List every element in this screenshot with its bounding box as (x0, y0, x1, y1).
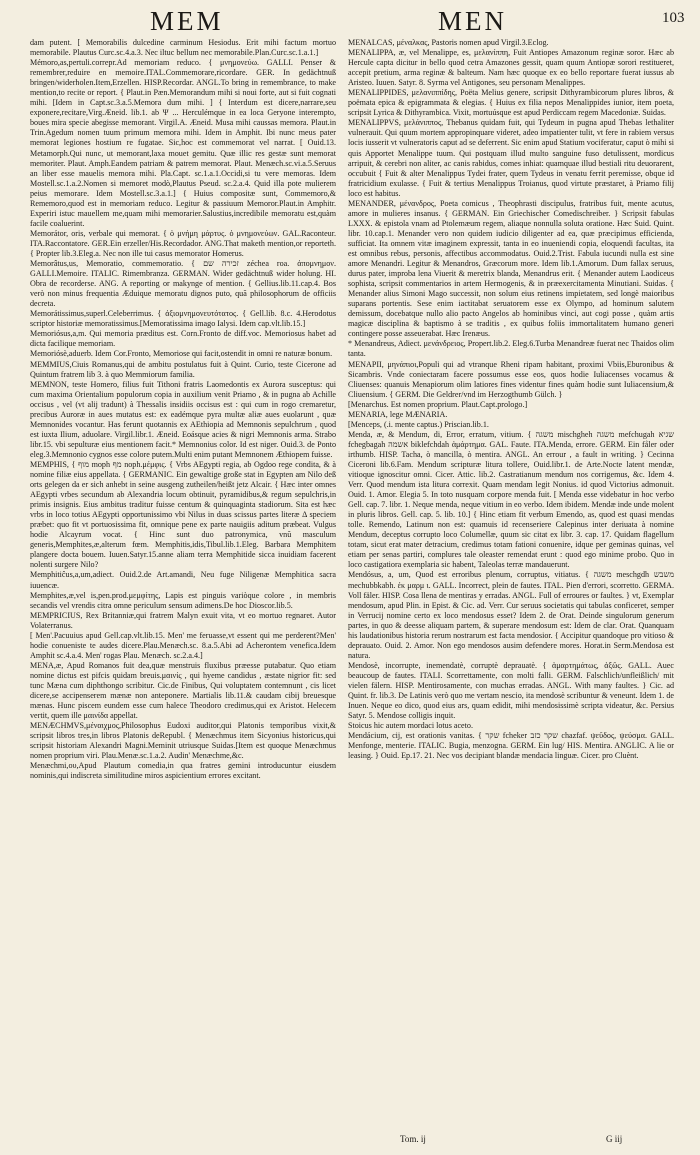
entry: Menda, æ, & Mendum, di, Error, erratum, vitium. { משגה mischgheh משגה mefchugah שגיא fchegbagah אשמה biklefchdah ἁμάρτημα. GAL. Faute. ITA.Menda, errore. GERM. Ein fåler oder irthumb. HISP. Tacha, ò mancilla, ò mentira. ANGL. An errour , a fault in writing. } Cecinna Ciceroni lib.6.Fam. Mendum scripturæ litura tollere, Ouid.libr.1. de Arte.Nocte latent mendæ, vitioque ignoscitur omni. Cicer. Attic. lib.2. Castratianum mendum nos corrigemus, &c. Idem 4. Verr. Quod mendum ista litura correxit. Quam mendam legit Nonius. id quod Victorius admonuit. Ouid. 1. Amor. Elegia 5. In toto nusquam corpore menda fuit. [ Menda esse videbatur in hoc verbo Gell. cap. 7. libr. 1. Neque menda, neque vitium in eo verbo. Idem ibidem. Mendæ inde unde molent in pluris libros. Gell. cap. 5. lib. 10.] { Hinc etiam fit verbum Emendo, as, quod est quasi mendas tolle. Remendo, Latinum non est: quamuis id recenseriere Calepinus inter deriuata à nomine Mendum, deceptus corrupto loco Columellæ, quum sic citat ex libr. 3. cap. 17. Quidam flagellum totam, sicut erat mater detracium, credimus totam fationi conuenire, idque per geminas quinas, vel etiam per senas partiri, complures tale oleaster remendat erunt : quod ego minime probo. Quo in loco castigatiora exemplaria sic habent, Taleolas terræ mandauerunt. (348, 429, 674, 570)
entry: MENALIPPA, æ, vel Menalippe, es, μελανίππη, Fuit Antiopes Amazonum reginæ soror. Hæc ab Hercule capta dicitur in bello quod cetra Amazones gessit, quam quum Antiopæ sorori restitueret, accepit pretium, arma reginæ & balteum. Nam hæc quoque ex eo bello reportare fuerat iussus ab Aristeo. Iuuen. Satyr. 8. Syrma vel Antigones, seu personam Menalippes. (348, 48, 674, 88)
header-left-guideword: MEM (150, 6, 224, 36)
right-column (348, 38, 674, 761)
entry: MENANDER, μένανδρος, Poeta comicus , Theophrasti discipulus, fratribus fuit, mente acutus, amore in mulieres insanus. { GERMAN. Ein Griechischer Comedischreiber. } Scripsit fabulas LXXX. & epistola vnam ad Ptolemæum regem, aliaque nonnulla soluta oratione. Hæc Suid. Quint. libr. 10.cap.1. Menander vero non quidem iudicio diligenter ad ea, quæ præcipimus efficienda, sufficiat. Ita omnem vitæ imaginem expressit, tanta in eo inueniendi copia, eloquendi facultas, ita est omnibus rebus, personis, affectibus accommodatus. Ouid.2.Trist. Fabula iucundi nulla est sine amore Menandri. Legitur & Menandros, Græcorum more. Idem lib.1.Amorum. Dum fallax seruus, durus pater, improba lena Viuerit & meretrix blanda, Menandrus erit. { Menander autem Laodiceus sophista, scripsit commentarios in artem Hermogenis, & in præexercitamenta Minutiani. Suidas. { Menander alius Simoni Mago successit, non solum eius retinens impietatem, sed longè maioribus suparans portentis. Sese enim iactitabat seruatorem esse ex Olympo, ad hominum salutem demissum, docebatque nullo alio pacto Angelos ab hominibus vinci, aut cogi posse , quàm artis magicæ disciplina & baptismo à se traditis , ex quibus foliis immortalitatem humano generi contingere posse asseuerabat. Hæc Irenæus. (348, 198, 674, 339)
entry: Memorátissimus,superl.Celeberrimus. { ἀξιομνημονευτότατος. { Gell.lib. 8.c. 4.Herodotus scriptor historiæ memoratissimus.[Memoratissima imago Ialysi. Idem cap.vlt.lib.15.] (30, 309, 336, 329)
entry: [ Men'.Pacuuius apud Gell.cap.vlt.lib.15. Men' me feruasse,vt essent qui me perderent?Men' hodie conueniste te audes dicere.Plau.Menæch.sc. 8.a.5.Abi ad Acherontem venefica.Idem Amphit sc.4.a.4. Men' rogas Plau. Menæch. sc.2.a.4.] (30, 630, 336, 660)
entry: [Menarchus. Est nomen proprium. Plaut.Capt.prologo.] (348, 399, 528, 409)
page-footer (348, 1134, 674, 1148)
entry: MEMNON, teste Homero, filius fuit Tithoni fratris Laomedontis ex Aurora susceptus: qui cum maxima Orientalium populorum copia in auxilium venit Priamo , & in pugna ab Achille occisus , vel (vt alij tradunt) à Thessalis insidiis occisus est : qui cum in rogo cremaretur, precibus Auroræ in aues mutatus est: ex eadémque pyra multæ aliæ aues euolarunt , quæ Memnonides vocantur. Has ferunt quotannis ex AEthiopia ad Memnonis sepulchrum , quod est iuxta Ilium, aduolare. Virgil.libr.1. Æneid. Eoásque acies & nigri Memnonis arma. Strabo libr.15. vbi sepulturæ eius mentionem facit.* Memnonius color. Id est niger. Ouid.3. de Ponto eleg.3.Memnonio cygnos esse colore putem.Multi enim putant Memnonem Æthiopem fuisse. (30, 379, 336, 459)
page-number: 103 (662, 10, 685, 26)
entry: Memoriósus,a,m. Qui memoria præditus est. Corn.Fronto de diff.voc. Memoriosus habet ad dicta facilique memoriam. (30, 329, 336, 349)
entry: Memphites,æ,vel is,pen.prod.μεμφίτης, Lapis est pinguis variòque colore , in membris secandis vel vrendis citra omne periculum sensum adimens.De hoc Dioscor.lib.5. (30, 590, 336, 610)
entry: Mendosè, incorrupte, inemendatè, corruptè deprauatè. { ἁμαρτημάτως, ἁξῶς. GALL. Auec beaucoup de fautes. ITALI. Scorrettamente, con molti falli. GERM. Falschlich/unfleißlich/ mit vielen fälern. HISP. Mentirosamente, con muchas erradas. ANGL. With many faultes. } Cic. ad Quint. fr. lib.3. De Latinis verò quo me vertam nescio, ita mendosè scribuntur & veneunt. Idem 1. de Inuen. Neque eo dico, quod eius ars, quam edidit, mihi mendosissimè scripta videatur, &c. Persius Satyr. 5. Mendose colligis inquit. (348, 660, 674, 721)
tome-label: Tom. ij (400, 1134, 426, 1144)
entry: Memoriósè,aduerb. Idem Cor.Fronto, Memoriose qui facit,ostendit in omni re naturæ bonum. (30, 349, 333, 359)
entry: MENARIA, lege MÆNARIA. (348, 409, 448, 419)
left-column (30, 38, 336, 781)
entry: Mendósus, a, um, Quod est erroribus plenum, corruptus, vitiatus. { משגה meschgdh משבש mechubbkabh. ἐκ μαρμ ι. GALL. Incorrect, plein de fautes. ITAL. Pien d'errori, scorretto. GERMA. Voll fäler. HISP. Cosa llena de mentiras y erradas. ANGL. Full of erroures or faultes. } vt, Exemplar mendosum, apud Plin. in Epist. & Cic. ad. Verr. Cur seruus societatis qui tabulas conficeret, semper in Verrucij nomine certo ex loco mendosus esset? Idem 2. de Orat. Deinde singulorum generum partes, in quo & deesse aliquam partem, & superare mendosum est: Idem de clar. Orat. Quanquam his laudationibus historia rerum nostrarum est facta mendosior. { Accipitur quandoque pro vitioso & deprauato. Ouid. 2. Amor. Non ego mendosos ausim defendere mores. Horat.in Serm.Mendosa est natura. (348, 570, 674, 660)
entry: MEMMIUS,Ciuis Romanus,qui de ambitu postulatus fuit à Quint. Curio, teste Cicerone ad Quintum fratrem lib 3. à quo Memmiorum familia. (30, 359, 336, 379)
entry: Menæchmi,ου,Apud Plautum comedia,in qua fratres gemini introducuntur eiusdem nominis,qui indiscreta similitudine miros aspicientium errores excitant. (30, 761, 336, 781)
entry: Mendácium, cij, est orationis vanitas. { שקר fcheker שקר כזב chazfaf. ψεῦδος, ψεύσμα. GALL. Menfonge, menterie. ITALIC. Bugia, menzogna. GERM. Ein lug/ HIS. Mentira. ANGLIC. A lie or leasing. } Ouid. Ep.17. 21. Nec vos decipiant blandæ mendacia linguæ. Cicer. pro Cluènt. (348, 731, 674, 761)
entry: MENALIPPIDES, μελανιππίδης, Poëta Melius genere, scripsit Dithyrambicorum plures libros, & poëmata epica & epigrammata & elegias. { Huius ex filia nepos Menalippides iunior, item poeta, scripsit Lyrica & Dithyrambica. Vixit, mortuúsque est apud Perdiccam regem Macedoniæ. Suidas. (348, 88, 674, 118)
header-right-guideword: MEN (438, 6, 507, 36)
entry: Memorâtus,us, Memoratio, commemoratio. { זכירה שם zéchea roa. ἀπομνημον. GALLI.Memoire. ITALIC. Rimembranza. GERMAN. Wider gedächtnuß wider holung. HI. Obra de recorderse. ANG. A reporting or makynge of mention. { Gellius.lib.11.cap.4. Bos verò non minus frequentia Æduique memoratu dignos puto, quã philosophorum de officiis decreta. (30, 259, 336, 309)
entry: * Menandreus, Adiect. μενάνδρειος, Propert.lib.2. Eleg.6.Turba Menandreæ fuerat nec Thaidos olim tanta. (348, 339, 674, 359)
entry: Memorátor, oris, verbale qui memorat. { ὁ μνήμη μάρτυς. ὁ μνημονεύων. GAL.Raconteur. ITA.Raccontatore. GER.Ein erzeller/His.Recordador. ANG.That maketh mention,or reporteth. { Propter lib.3.Eleg.a. Nec non ille tui casus memorator Homerus. (30, 228, 336, 258)
entry: Mémoro,as,pertuli.correpr.Ad memoriam reduco. { μνημονεύω. GALLI. Penser & remembrer,reduire en memoire.ITAL.Commemorare,ricordare. GER. In gedächtnuß bringen/widerholen.Item,Erzellen. HISP.Recordar. ANGL.To bring in remembrance, to make mention,to recite or report. { Plaut.in Pæn.Memorandum mihi si noui forte, aut si fuit cognati mihi. [Idem in Capt.sc.3.a.5.Memora dum mihi. ] { Interdum est dicere,narrare,seu exponere,recitare,Virg.Æneid. lib.1. ab Ψ ... Herculémque in ea loca Geryone interempto, boues mira specie abegisse memorant. Virgil.A. Æneid. Musa mihi caussas memora. Plaut.in Trin.Agedum nomen tuum primum memora mihi. Idem in Amphit. Ibi nunc meus pater memorat legiones hostium re fugatae. Sic,hoc est commemorat vel narrat. [ Ouid.13. Metamorph.Qui nunc, ut memorant,laxa mouet gemitu. Quæ illic res gestæ sunt memorat memoriter. Plaut. Amph.Eandem patriam & patrem memorat. Plaut. Menæch.sc.vi.a.5.Seruus an liber esse mauelis memora mihi. Pla.Capt. sc.1.a.1.Occidi,si tu vere memoras. Idem Mostell.sc.1.a.2.Nomen si memoret modò,Plautus Pseud. sc.2.a.4. Quid illa pote mulierem peius memorare. Idem Mostell.sc.3.a.1.] { Huius compositæ sunt, Commemoro,& Rememoro,quod est in memoriam reduco. Legitur & passiuum Memoror.Plaut.in Amphitr. Experiri istuc mauellem me,quam mihi memorarier.Salustius,incredibile memoratu est,quàm facile coaluerint. (30, 58, 336, 228)
entry: MEMPHIS, { מוף moph מף noph.μέμφις. { Vrbs AEgypti regia, ab Ogdoo rege condita, & à nomine filiæ eius appellata. { GERMANIC. Ein gewaltige große stat in Egypten am Nilo deß orts gelegen da er sich anhebt in seine ausgeng zutheilen/heißt jetz Alcair. { Hæc inter omnes AEgypti vrbes secundum ab Alexandria locum obtinuit, pyramidibus,& regum sepulchris,in primis insignis. Eius ambitus traditur fuisse centum & quinquaginta stadiorum. Sita est hæc vrbs in loco totius AEgypti opportunissimo vbi Nilus in duas scissus partes literæ Δ speciem præbet: quo fit vt portuosissima fit, omnique pene ex parte nauigiis aditum præbeat. Vulgus hodie Alcayrum vocat. { Hinc sunt duo patronymica, vnũ masculum generis,Memphites,æ,alterum fœm. Memphitis,idis,Tibul.lib.1.Eleg. Barbara Memphitem plangere docta bouem. Iuuen.Satyr.15.anne aliam terra Memphitide sicca inuidiam facerent nolenti surgere Nilo? (30, 459, 336, 570)
entry: MENALIPPVS, μελάνιππος, Thebanus quidam fuit, qui Tydeum in pugna apud Thebas lethaliter vulnerauit. Qui quum mortem appropinquare videret, adeo impatienter tulit, vt fere in rabiem versus locis iusserit vt vulneratoris caput ad se deferrent. Sic enim apud Statium vociferatur, caput ò mihi si quis Apportet Menalippe tuum. Qui postquam illud multo sanguine fuso detulissent, mordicus arripuit, & cerebri non aliter, ac canis rabidus, comes inhiat: quamquae illud bestiali ritu deuorarent, occubuit { Fuit & alter Menalippus Tydei frater, quem Tydeus in venatu ferrit peremisse, obque id fratricidium exulasse. { Fuit & tertius Menalippus Troianus, quod virtute præstaret, à Priamo filij loco est habitus. (348, 118, 674, 198)
entry: MENÆCHMVS,μέναιχμος,Philosophus Eudoxi auditor,qui Platonis temporibus vixit,& scripsit libros tres,in libros Platonis deRepubl. { Menæchmus item Sicyonius historicus,qui scripsit historiam Alexandri Magni.Meminit utriusque Suidas.[Item est quoque Menæchmus nomen proprium viri. Plau.Menæ.sc.1.a.2. Audin' Menæchme,&c. (30, 721, 336, 761)
entry: MEMPRICIUS, Rex Britanniæ,qui fratrem Malyn exuit vita, vt eo mortuo regnaret. Autor Volaterranus. (30, 610, 336, 630)
entry: [Menceps, (.i. mente captus.) Priscian.lib.1. (348, 419, 489, 429)
entry: MENALCAS, μέναλκας, Pastoris nomen apud Virgil.3.Eclog. (348, 38, 549, 47)
entry: MENAPII, μηνάπιοι,Populi qui ad vtranque Rheni ripam habitant, proximi Vbiis,Eburonibus & Sicambris. Vnde coniectaram facere possumus esse eos, quos hodie Iuliacenses vocamus & Cliuenses: quanuis Menapiorum olim latiores fines videntur fines quàm hodie sunt Iuliacensium,& Cliuensium. { GERM. Die Geldrer/vnd im Herzogthumb Gülch. } (348, 359, 674, 399)
entry: Stoicus hic autem mordaci lotus aceto. (348, 721, 473, 731)
running-header (0, 6, 700, 40)
signature-mark: G iij (606, 1134, 623, 1144)
entry: MENA,æ, Apud Romanos fuit dea,quæ menstruis fluxibus præesse putabatur. Quo etiam nomine dictus est pifcis quidam breuis.μαινίς , qui hyeme candidus , æstate nigrior fit: sed tunc Mæna cum diphthongo scribitur. Cic.de Finibus, Qui voluptatem contemnunt , cis licet dicere,se accipenserem mænæ non anteponere. Martialis lib.11.& caudam cibij breuesque mænas. Hunc piscem eundem esse cum halece Theodoro credimus,qui ex Aristot. Helecem vertit, quem ille μαινίδα appellat. (30, 660, 336, 721)
entry: dam putent. [ Memorabilis dulcedine carminum Hesiodus. Erit mihi factum mortuo memorabile. Plautus Curc.sc.4.a.3. Nec iltuc bellum nec memorabile.Plan.Curc.sc.1.a.1.] (30, 38, 336, 58)
entry: Memphitiĉus,a,um,adiect. Ouid.2.de Art.amandi, Neu fuge Niligenæ Memphitica sacra iuuencæ. (30, 570, 336, 590)
